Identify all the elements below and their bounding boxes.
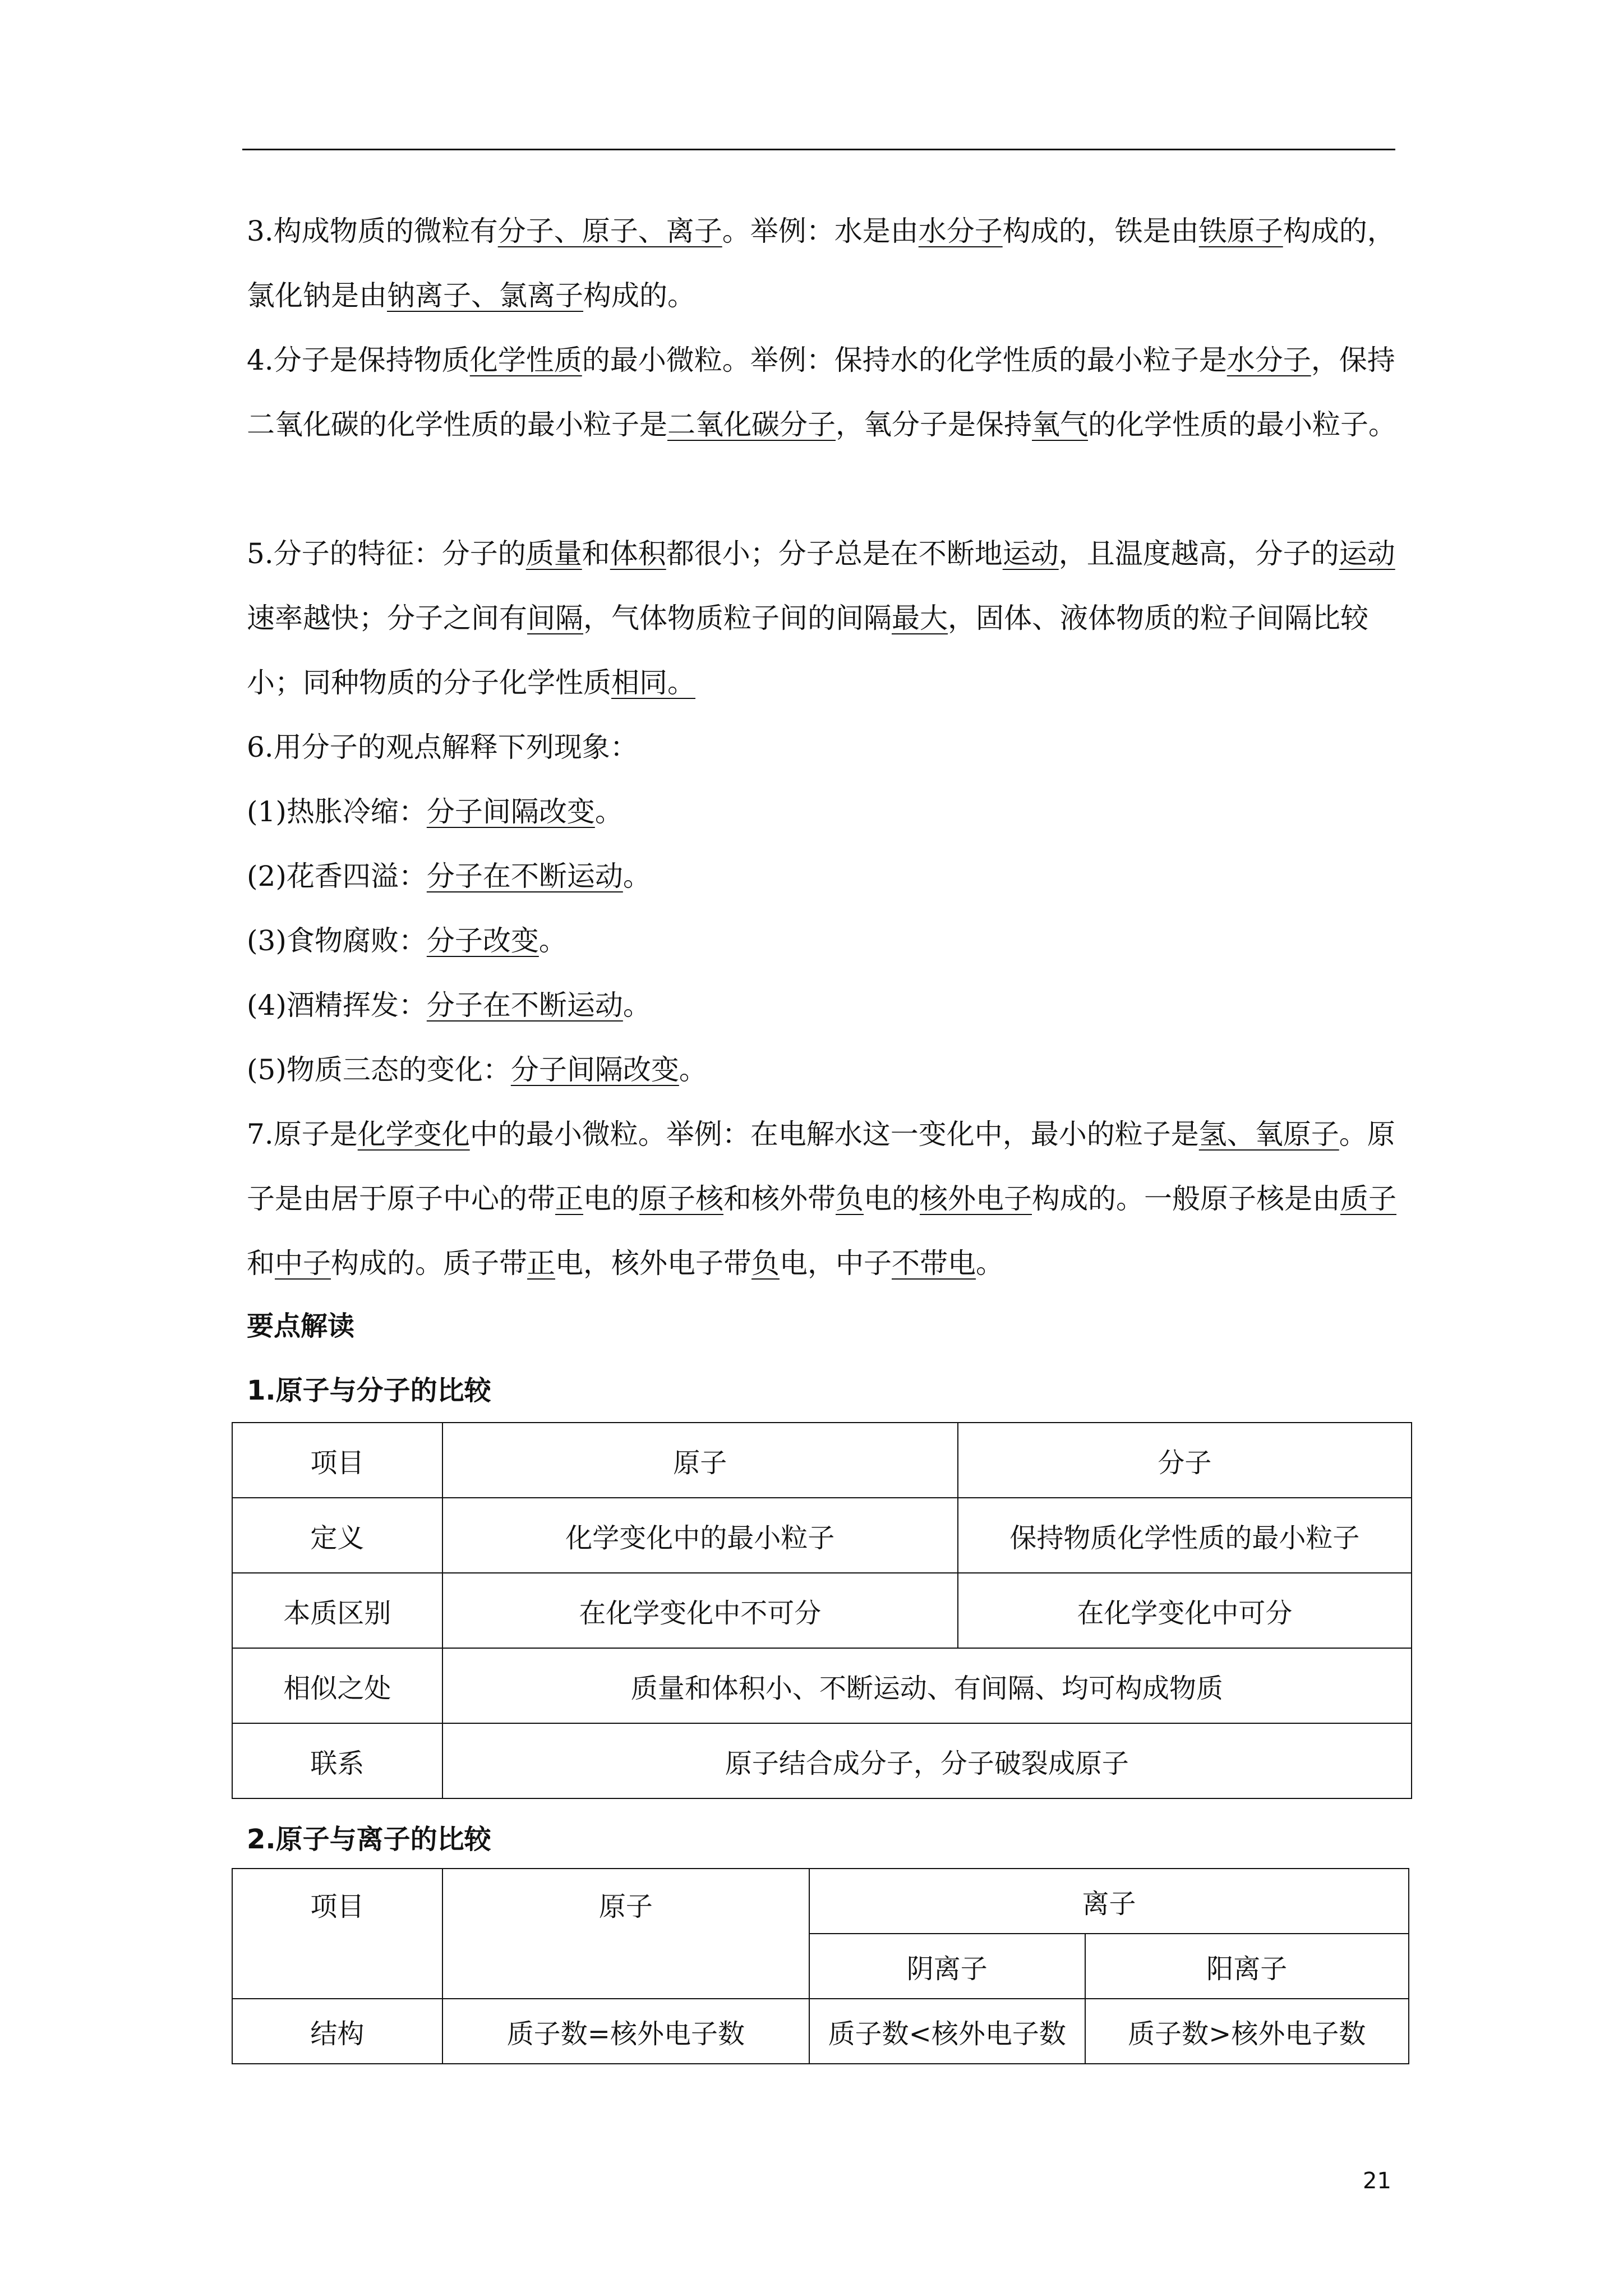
list-item-4 [247, 973, 1396, 1038]
list-item-2 [247, 844, 1396, 909]
underlined-answer: 化学性质 [469, 344, 582, 376]
table-cell: 联系 [232, 1723, 442, 1798]
text-segment: 7.原子是 [247, 1118, 358, 1151]
underlined-answer: 中子 [275, 1247, 331, 1280]
table-cell: 相似之处 [232, 1648, 442, 1723]
text-segment: (2)花香四溢： [247, 860, 427, 892]
text-segment: 都很小；分子总是在不断地 [666, 537, 1003, 570]
underlined-answer: 分子间隔改变 [510, 1053, 679, 1086]
underlined-answer: 化学变化 [357, 1118, 470, 1151]
text-segment: 。 [623, 860, 651, 892]
list-item-3 [247, 909, 1396, 973]
underlined-answer: 间隔 [527, 602, 583, 634]
underlined-answer: 相同。 [611, 666, 695, 699]
table-row [232, 1498, 1412, 1573]
text-segment: 和 [582, 537, 610, 570]
table-cell: 原子 [442, 1423, 958, 1498]
table-cell: 质量和体积小、不断运动、有间隔、均可构成物质 [442, 1648, 1412, 1723]
page-number: 21 [1363, 2168, 1391, 2194]
text-segment: 的化学性质的最小粒子。 [1088, 408, 1396, 441]
header-rule [242, 149, 1395, 150]
text-segment: 和核外带 [723, 1182, 836, 1215]
table-cell: 离子 [809, 1869, 1409, 1934]
underlined-answer: 分子、原子、离子 [497, 215, 722, 247]
underlined-answer: 负 [751, 1247, 780, 1280]
list-item-1 [247, 780, 1396, 844]
text-segment: ，氧分子是保持 [836, 408, 1032, 441]
underlined-answer: 分子间隔改变 [426, 795, 595, 828]
text-segment: 构成的。质子带 [331, 1247, 527, 1280]
table-cell: 原子 [442, 1869, 809, 1999]
text-segment: 。 [623, 989, 651, 1022]
text-segment: 构成的，铁是由 [1002, 215, 1199, 247]
atom-molecule-table [232, 1422, 1412, 1799]
paragraph-7 [247, 1102, 1396, 1296]
paragraph-3 [247, 199, 1396, 328]
text-segment: ，固体、液体物质的粒子间隔比较小；同种物质的分子化学性质 [247, 602, 1368, 699]
paragraph-5 [247, 522, 1396, 715]
underlined-answer: 质子 [1340, 1182, 1396, 1215]
underlined-answer: 铁原子 [1198, 215, 1283, 247]
text-segment: (1)热胀冷缩： [247, 795, 427, 828]
table-cell: 在化学变化中不可分 [442, 1573, 958, 1648]
text-segment: 。原子是由居于原子中心的带 [247, 1118, 1395, 1215]
underlined-answer: 正 [555, 1182, 583, 1215]
table-cell: 结构 [232, 1999, 442, 2064]
text-segment: (4)酒精挥发： [247, 989, 427, 1022]
underlined-answer: 运动 [1002, 537, 1059, 570]
underlined-answer: 最大 [892, 602, 948, 634]
table-cell: 阴离子 [809, 1934, 1085, 1999]
table-cell: 阳离子 [1085, 1934, 1409, 1999]
underlined-answer: 运动 [1339, 537, 1395, 570]
list-item-5 [247, 1038, 1396, 1102]
text-segment: ，气体物质粒子间的间隔 [583, 602, 892, 634]
table-row [232, 1723, 1412, 1798]
table1-title: 1.原子与分子的比较 [247, 1375, 491, 1406]
paragraph-4 [247, 328, 1396, 457]
underlined-answer: 核外电子 [920, 1182, 1032, 1215]
text-segment: 4.分子是保持物质 [247, 344, 470, 376]
text-segment: 电的 [583, 1182, 639, 1215]
table-cell: 本质区别 [232, 1573, 442, 1648]
table-row [232, 1573, 1412, 1648]
underlined-answer: 正 [527, 1247, 555, 1280]
text-segment: 。 [976, 1247, 1004, 1280]
table2-title: 2.原子与离子的比较 [247, 1824, 491, 1855]
table-cell: 分子 [958, 1423, 1412, 1498]
text-segment: ，且温度越高，分子的 [1058, 537, 1339, 570]
underlined-answer: 体积 [610, 537, 666, 570]
text-segment: 构成的。一般原子核是由 [1032, 1182, 1340, 1215]
text-segment: ，保持二氧化碳的化学性质的最小粒子是 [247, 344, 1395, 441]
text-segment: 构成的。 [583, 279, 695, 312]
table-cell: 保持物质化学性质的最小粒子 [958, 1498, 1412, 1573]
table-row [232, 1648, 1412, 1723]
underlined-answer: 分子在不断运动 [426, 989, 623, 1022]
text-segment: 5.分子的特征：分子的 [247, 537, 526, 570]
text-segment: 电，中子 [780, 1247, 892, 1280]
text-segment: 。 [538, 924, 567, 957]
underlined-answer: 原子核 [639, 1182, 723, 1215]
underlined-answer: 水分子 [918, 215, 1003, 247]
table-cell: 项目 [232, 1869, 442, 1999]
text-segment: (3)食物腐败： [247, 924, 427, 957]
underlined-answer: 二氧化碳分子 [667, 408, 836, 441]
table-cell: 在化学变化中可分 [958, 1573, 1412, 1648]
table-cell: 原子结合成分子，分子破裂成原子 [442, 1723, 1412, 1798]
text-segment: 电的 [864, 1182, 920, 1215]
text-segment: 。 [594, 795, 623, 828]
table-cell: 项目 [232, 1423, 442, 1498]
text-segment: 6.用分子的观点解释下列现象： [247, 731, 638, 763]
table-cell: 质子数>核外电子数 [1085, 1999, 1409, 2064]
underlined-answer: 负 [836, 1182, 864, 1215]
text-segment: 构成的，氯化钠是由 [247, 215, 1395, 312]
text-segment: 中的最小微粒。举例：在电解水这一变化中，最小的粒子是 [469, 1118, 1199, 1151]
text-segment: 。 [679, 1053, 707, 1086]
underlined-answer: 不带电 [892, 1247, 976, 1280]
atom-ion-table [232, 1868, 1409, 2064]
paragraph-6 [247, 715, 1396, 780]
text-segment: 。举例：水是由 [722, 215, 919, 247]
text-segment: (5)物质三态的变化： [247, 1053, 511, 1086]
text-segment: 速率越快；分子之间有 [247, 602, 527, 634]
table-cell: 质子数=核外电子数 [442, 1999, 809, 2064]
underlined-answer: 质量 [525, 537, 582, 570]
section-title: 要点解读 [247, 1310, 355, 1342]
underlined-answer: 钠离子、氯离子 [387, 279, 583, 312]
underlined-answer: 氧气 [1032, 408, 1088, 441]
text-segment: 和 [247, 1247, 275, 1280]
underlined-answer: 水分子 [1227, 344, 1311, 376]
underlined-answer: 分子改变 [426, 924, 539, 957]
table-row [232, 1999, 1409, 2064]
underlined-answer: 分子在不断运动 [426, 860, 623, 892]
table-row [232, 1423, 1412, 1498]
table-cell: 定义 [232, 1498, 442, 1573]
underlined-answer: 氢、氧原子 [1198, 1118, 1339, 1151]
text-segment: 电，核外电子带 [555, 1247, 751, 1280]
table-row [232, 1869, 1409, 1934]
text-segment: 3.构成物质的微粒有 [247, 215, 498, 247]
table-cell: 质子数<核外电子数 [809, 1999, 1085, 2064]
table-cell: 化学变化中的最小粒子 [442, 1498, 958, 1573]
text-segment: 的最小微粒。举例：保持水的化学性质的最小粒子是 [582, 344, 1227, 376]
